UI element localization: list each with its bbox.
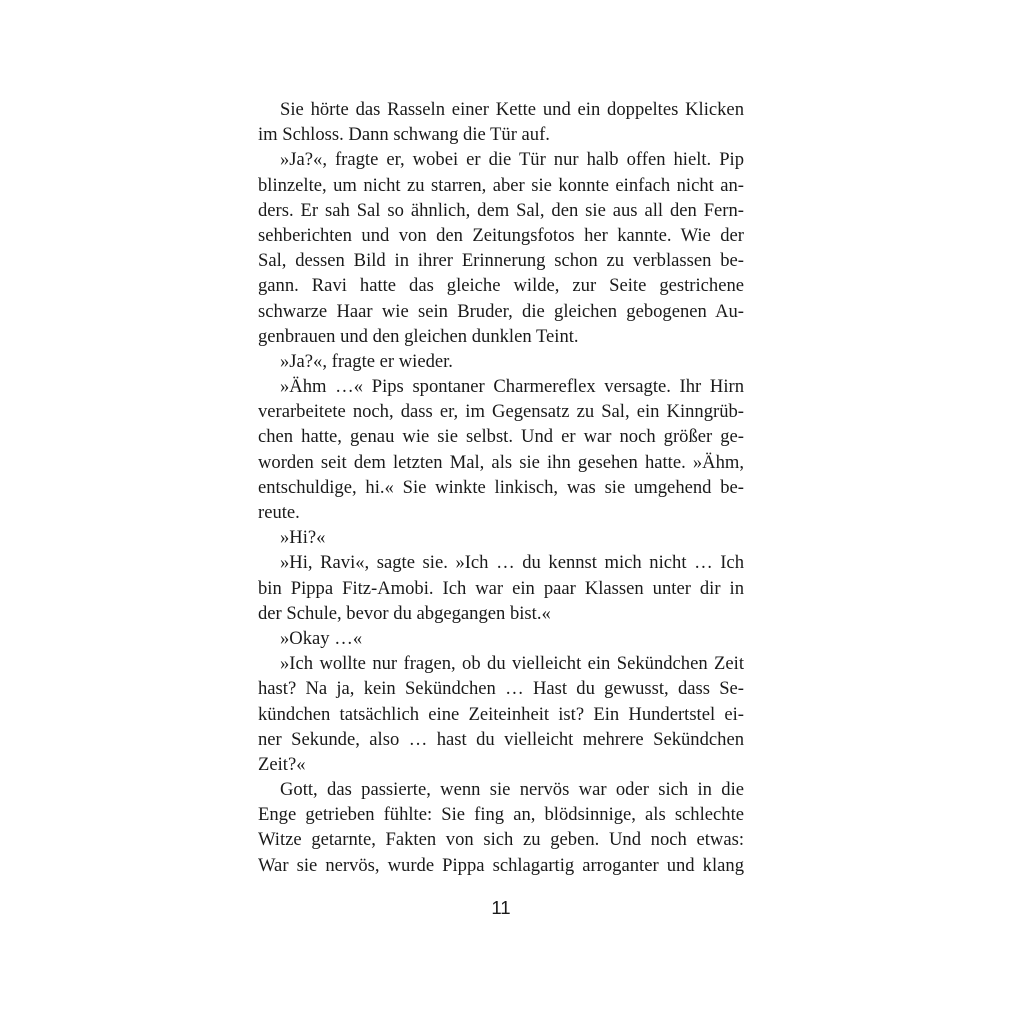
text-line: verarbeitete noch, dass er, im Gegensatz zu Sal, ein Kinngrüb- xyxy=(258,401,744,423)
text-line: bin Pippa Fitz-Amobi. Ich war ein paar Klassen unter dir in xyxy=(258,577,744,599)
text-line: gann. Ravi hatte das gleiche wilde, zur Seite gestrichene xyxy=(258,275,744,297)
text-line: »Ja?«, fragte er wieder. xyxy=(280,350,453,372)
text-line: hast? Na ja, kein Sekündchen … Hast du gewusst, dass Se- xyxy=(258,678,744,700)
text-line: kündchen tatsächlich eine Zeiteinheit ist? Ein Hundertstel ei- xyxy=(258,703,744,725)
text-line: Gott, das passierte, wenn sie nervös war oder sich in die xyxy=(280,779,744,801)
text-line: sehberichten und von den Zeitungsfotos her kannte. Wie der xyxy=(258,224,744,246)
text-line: Zeit?« xyxy=(258,753,306,775)
text-line: ders. Er sah Sal so ähnlich, dem Sal, den sie aus all den Fern- xyxy=(258,199,744,221)
text-line: »Okay …« xyxy=(280,627,363,649)
text-line: »Hi?« xyxy=(280,527,326,549)
text-line: Enge getrieben fühlte: Sie fing an, blödsinnige, als schlechte xyxy=(258,804,744,826)
text-line: »Ich wollte nur fragen, ob du vielleicht ein Sekündchen Zeit xyxy=(280,653,744,675)
page-number: 11 xyxy=(491,897,511,918)
text-line: der Schule, bevor du abgegangen bist.« xyxy=(258,602,551,624)
text-line: im Schloss. Dann schwang die Tür auf. xyxy=(258,124,550,146)
text-line: War sie nervös, wurde Pippa schlagartig arroganter und klang xyxy=(258,854,744,876)
text-line: worden seit dem letzten Mal, als sie ihn gesehen hatte. »Ähm, xyxy=(258,451,744,473)
text-line: chen hatte, genau wie sie selbst. Und er war noch größer ge- xyxy=(258,426,744,448)
text-line: »Hi, Ravi«, sagte sie. »Ich … du kennst mich nicht … Ich xyxy=(280,552,744,574)
text-line: Sie hörte das Rasseln einer Kette und ein doppeltes Klicken xyxy=(280,99,744,120)
text-line: »Ja?«, fragte er, wobei er die Tür nur halb offen hielt. Pip xyxy=(280,149,744,171)
body-text xyxy=(258,97,744,878)
text-line: blinzelte, um nicht zu starren, aber sie konnte einfach nicht an- xyxy=(258,174,744,196)
text-line: entschuldige, hi.« Sie winkte linkisch, was sie umgehend be- xyxy=(258,476,744,498)
text-line: ner Sekunde, also … hast du vielleicht mehrere Sekündchen xyxy=(258,728,744,750)
text-line: genbrauen und den gleichen dunklen Teint. xyxy=(258,325,579,347)
text-line: schwarze Haar wie sein Bruder, die gleichen gebogenen Au- xyxy=(258,300,744,322)
text-line: »Ähm …« Pips spontaner Charmereflex versagte. Ihr Hirn xyxy=(280,376,744,398)
text-line: reute. xyxy=(258,502,300,523)
text-line: Sal, dessen Bild in ihrer Erinnerung schon zu verblassen be- xyxy=(258,250,744,272)
text-line: Witze getarnte, Fakten von sich zu geben. Und noch etwas: xyxy=(258,829,744,851)
